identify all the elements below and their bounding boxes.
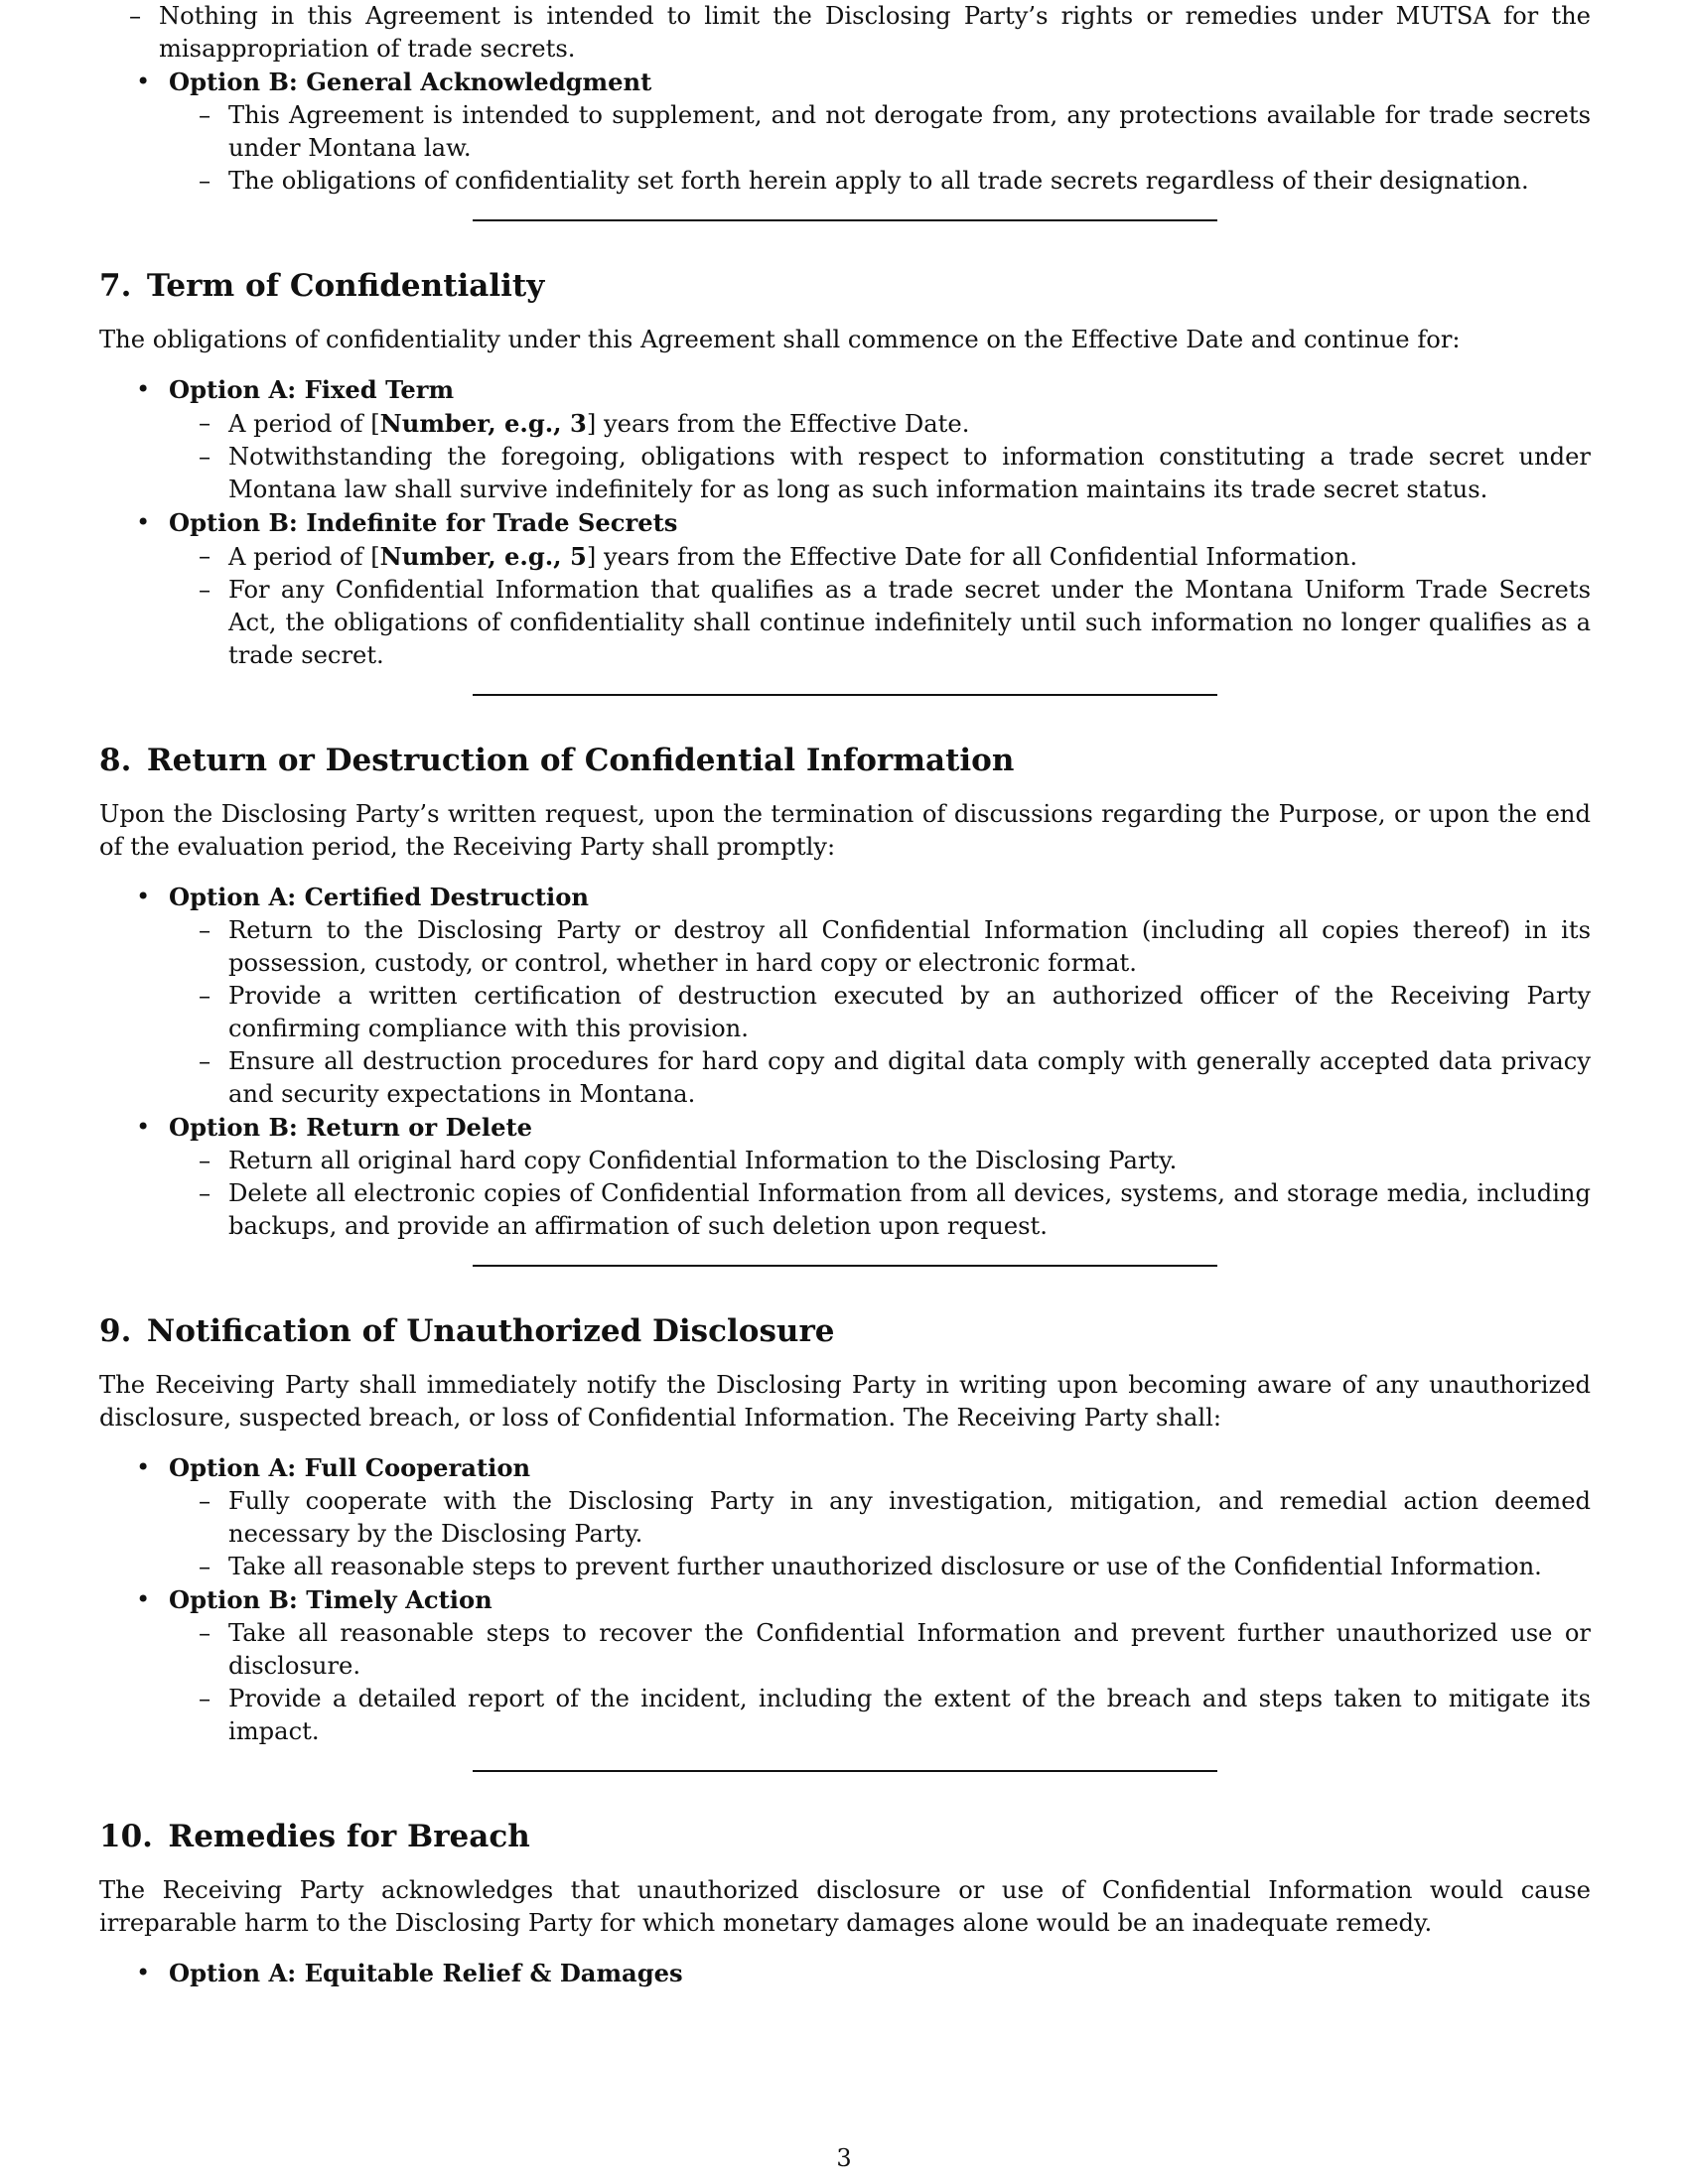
- sub-item: [169, 1045, 1591, 1111]
- section-heading-remedies: 10. Remedies for Breach: [99, 1819, 530, 1854]
- placeholder-number: Number, e.g., 3: [379, 409, 587, 438]
- sub-item: [169, 441, 1591, 506]
- dash-marker: –: [199, 409, 211, 437]
- option-b-general-acknowledgment: [99, 66, 1591, 198]
- option-title: Option B: General Acknowledgment: [169, 68, 652, 96]
- option-a-fixed-term: [99, 373, 1591, 506]
- sub-item: [169, 1551, 1591, 1583]
- option-b-indefinite-trade-secrets: [99, 506, 1591, 672]
- dash-marker: –: [199, 916, 211, 944]
- bullet-marker: •: [136, 1959, 151, 1986]
- option-sublist: [169, 914, 1591, 1111]
- dash-marker: –: [199, 576, 211, 604]
- bullet-marker: •: [136, 375, 151, 403]
- sub-item-text: Provide a written certification of destruction executed by an authorized officer of the Receiving Party confirming compliance with this provision.: [228, 982, 1591, 1042]
- sub-item: [169, 99, 1591, 165]
- option-title: Option B: Return or Delete: [169, 1113, 533, 1142]
- sub-item-text: Ensure all destruction procedures for hard copy and digital data comply with generally accepted data privacy and security expectations in Montana.: [228, 1047, 1591, 1108]
- section-intro: The Receiving Party shall immediately notify the Disclosing Party in writing upon becoming aware of any unauthorized disclosure, suspected breach, or loss of Confidential Information. The Receiving Party shall:: [99, 1371, 1591, 1432]
- dash-marker: –: [199, 542, 211, 570]
- option-sublist: [169, 540, 1591, 672]
- bullet-marker: •: [136, 1453, 151, 1481]
- dash-marker: –: [199, 443, 211, 471]
- sub-item-text: Take all reasonable steps to prevent further unauthorized disclosure or use of the Confidential Information.: [228, 1553, 1542, 1580]
- sub-item-text: Delete all electronic copies of Confidential Information from all devices, systems, and storage media, including backups, and provide an affirmation of such deletion upon request.: [228, 1179, 1591, 1240]
- option-list: [99, 373, 1591, 672]
- option-a-certified-destruction: [99, 881, 1591, 1111]
- section-heading-return-destruction: 8. Return or Destruction of Confidential Information: [99, 743, 1015, 778]
- sub-item-text-pre: A period of [: [228, 410, 380, 438]
- bullet-marker: •: [136, 1585, 151, 1613]
- page-number: 3: [836, 2144, 852, 2172]
- section-intro: Upon the Disclosing Party’s written request, upon the termination of discussions regarding the Purpose, or upon the end of the evaluation period, the Receiving Party shall promptly:: [99, 800, 1591, 861]
- dash-marker: –: [199, 1487, 211, 1515]
- option-title: Option A: Certified Destruction: [169, 883, 589, 911]
- sub-item: [169, 407, 1591, 441]
- sub-item: [169, 1145, 1591, 1177]
- sub-item: [169, 1485, 1591, 1551]
- option-list: [99, 66, 1591, 198]
- bullet-marker: •: [136, 1113, 151, 1141]
- sub-item-text: Provide a detailed report of the incident, including the extent of the breach and steps taken to mitigate its impact.: [228, 1685, 1591, 1745]
- option-a-full-cooperation: [99, 1451, 1591, 1583]
- option-list: [99, 1957, 1591, 1990]
- dash-marker: –: [199, 167, 211, 195]
- section-intro: The Receiving Party acknowledges that unauthorized disclosure or use of Confidential Information would cause irreparable harm to the Disclosing Party for which monetary damages alone would be an inadequate remedy.: [99, 1876, 1591, 1937]
- option-sublist: [169, 99, 1591, 198]
- dash-marker: –: [199, 1147, 211, 1174]
- option-sublist: [169, 1617, 1591, 1748]
- sub-item-text: Return all original hard copy Confidential Information to the Disclosing Party.: [228, 1147, 1178, 1174]
- dash-marker: –: [199, 101, 211, 129]
- sub-item: [169, 1177, 1591, 1243]
- dash-marker: –: [199, 1685, 211, 1712]
- sub-item-text: This Agreement is intended to supplement, and not derogate from, any protections available for trade secrets under Montana law.: [228, 101, 1591, 162]
- option-title: Option A: Fixed Term: [169, 375, 455, 404]
- dash-marker: –: [199, 1179, 211, 1207]
- document-page: [99, 0, 1591, 2184]
- continued-sublist: [99, 0, 1591, 66]
- sub-item-text: Return to the Disclosing Party or destroy all Confidential Information (including all copies thereof) in its possession, custody, or control, whether in hard copy or electronic format.: [228, 916, 1591, 977]
- sub-item-text-post: ] years from the Effective Date for all Confidential Information.: [586, 543, 1358, 571]
- sub-item-text-post: ] years from the Effective Date.: [586, 410, 970, 438]
- option-b-timely-action: [99, 1583, 1591, 1748]
- option-list: [99, 881, 1591, 1243]
- sub-item: [169, 165, 1591, 198]
- dash-marker: –: [199, 982, 211, 1010]
- option-sublist: [169, 407, 1591, 506]
- option-list: [99, 1451, 1591, 1748]
- option-sublist: [169, 1145, 1591, 1243]
- option-sublist: [169, 1485, 1591, 1583]
- sub-item: [169, 574, 1591, 672]
- sub-item-text: Fully cooperate with the Disclosing Party in any investigation, mitigation, and remedial action deemed necessary by the Disclosing Party.: [228, 1487, 1591, 1548]
- bullet-marker: •: [136, 508, 151, 536]
- sub-item: [169, 980, 1591, 1045]
- sub-item: [169, 914, 1591, 980]
- section-intro: The obligations of confidentiality under this Agreement shall commence on the Effective Date and continue for:: [99, 326, 1461, 353]
- dash-marker: –: [199, 1553, 211, 1580]
- dash-marker: –: [129, 2, 142, 30]
- option-a-equitable-relief: [99, 1957, 1591, 1990]
- sub-item-text: The obligations of confidentiality set forth herein apply to all trade secrets regardless of their designation.: [228, 167, 1529, 195]
- sub-item-text: Take all reasonable steps to recover the Confidential Information and prevent further unauthorized use or disclosure.: [228, 1619, 1591, 1680]
- bullet-marker: •: [136, 68, 151, 95]
- option-title: Option B: Indefinite for Trade Secrets: [169, 508, 678, 537]
- sub-item-text-pre: A period of [: [228, 543, 380, 571]
- option-title: Option A: Equitable Relief & Damages: [169, 1959, 683, 1987]
- option-b-return-or-delete: [99, 1111, 1591, 1243]
- sub-item: [99, 0, 1591, 66]
- placeholder-number: Number, e.g., 5: [379, 542, 587, 571]
- section-heading-term: 7. Term of Confidentiality: [99, 268, 545, 304]
- sub-item: [169, 1617, 1591, 1683]
- dash-marker: –: [199, 1619, 211, 1647]
- section-heading-notification: 9. Notification of Unauthorized Disclosure: [99, 1313, 835, 1349]
- bullet-marker: •: [136, 883, 151, 910]
- sub-item-text: Notwithstanding the foregoing, obligations with respect to information constituting a trade secret under Montana law shall survive indefinitely for as long as such information maintains its trade secret status.: [228, 443, 1591, 503]
- option-title: Option A: Full Cooperation: [169, 1453, 531, 1482]
- sub-item-text: For any Confidential Information that qualifies as a trade secret under the Montana Uniform Trade Secrets Act, the obligations of confidentiality shall continue indefinitely until such information no longer qualifies as a trade secret.: [228, 576, 1591, 669]
- sub-item: [169, 540, 1591, 574]
- sub-item: [169, 1683, 1591, 1748]
- sub-item-text: Nothing in this Agreement is intended to limit the Disclosing Party’s rights or remedies under MUTSA for the misappropriation of trade secrets.: [159, 2, 1591, 63]
- option-title: Option B: Timely Action: [169, 1585, 492, 1614]
- dash-marker: –: [199, 1047, 211, 1075]
